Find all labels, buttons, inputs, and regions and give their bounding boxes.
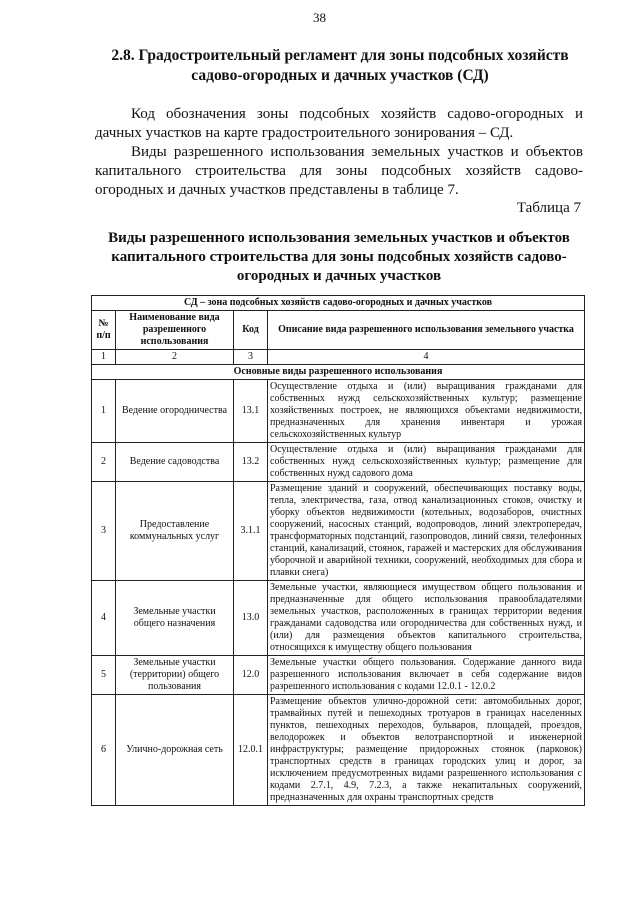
row-description: Земельные участки, являющиеся имуществом общего пользования и предназначенные для общего использования правообладателями земельных участков, расположенных в границах территории ведения гражданами садоводства или огородничества для собственных нужд, и (или) для размещения объектов капитального строительства, относящихся к имуществу общего пользования (268, 581, 585, 656)
page-number: 38 (313, 10, 326, 25)
column-index: 2 (116, 350, 234, 365)
column-header-name: Наименование вида разрешенного использования (116, 311, 234, 350)
zone-header-row (92, 296, 585, 311)
row-name: Земельные участки общего назначения (116, 581, 234, 656)
table-row (92, 380, 585, 443)
table-title: Виды разрешенного использования земельных участков и объектов капитального строительства для зоны подсобных хозяйств садово-огородных и дачных участков (108, 230, 570, 284)
table-caption: Таблица 7 (516, 200, 581, 216)
category-row (92, 365, 585, 380)
row-number: 4 (92, 581, 116, 656)
table-row (92, 656, 585, 695)
row-code: 13.1 (234, 380, 268, 443)
column-header-num: № п/п (92, 311, 116, 350)
regulation-table (91, 295, 585, 806)
row-number: 5 (92, 656, 116, 695)
row-description: Осуществление отдыха и (или) выращивания гражданами для собственных нужд сельскохозяйственных культур; размещение для собственных нужд садового дома (268, 443, 585, 482)
row-number: 2 (92, 443, 116, 482)
row-code: 13.0 (234, 581, 268, 656)
column-header-description: Описание вида разрешенного использования земельного участка (268, 311, 585, 350)
row-name: Земельные участки (территории) общего пользования (116, 656, 234, 695)
row-description: Осуществление отдыха и (или) выращивания гражданами для собственных нужд сельскохозяйственных культур; размещение хозяйственных построек, не являющихся объектами недвижимости, предназначенных для хранения инвентаря и урожая сельскохозяйственных культур (268, 380, 585, 443)
row-number: 3 (92, 482, 116, 581)
row-number: 1 (92, 380, 116, 443)
row-code: 3.1.1 (234, 482, 268, 581)
column-index: 4 (268, 350, 585, 365)
column-header-code: Код (234, 311, 268, 350)
row-code: 13.2 (234, 443, 268, 482)
category-header: Основные виды разрешенного использования (92, 365, 585, 380)
row-description: Земельные участки общего пользования. Содержание данного вида разрешенного использования включает в себя содержание видов разрешенного использования с кодами 12.0.1 - 12.0.2 (268, 656, 585, 695)
row-name: Ведение огородничества (116, 380, 234, 443)
paragraph-table-reference: Виды разрешенного использования земельных участков и объектов капитального строительства для зоны подсобных хозяйств садово-огородных и дачных участков представлены в таблице 7. (95, 144, 583, 198)
table-row (92, 482, 585, 581)
column-header-row (92, 311, 585, 350)
row-code: 12.0 (234, 656, 268, 695)
table-row (92, 581, 585, 656)
row-name: Улично-дорожная сеть (116, 695, 234, 806)
row-number: 6 (92, 695, 116, 806)
column-index: 3 (234, 350, 268, 365)
section-title: 2.8. Градостроительный регламент для зоны подсобных хозяйств садово-огородных и дачных участков (СД) (111, 47, 569, 84)
table-row (92, 695, 585, 806)
row-code: 12.0.1 (234, 695, 268, 806)
column-index-row (92, 350, 585, 365)
table-row (92, 443, 585, 482)
row-description: Размещение объектов улично-дорожной сети: автомобильных дорог, трамвайных путей и пешеходных тротуаров в границах населенных пунктов, пешеходных переходов, бульваров, площадей, проездов, велодорожек и объектов велотранспортной и инженерной инфраструктуры; размещение придорожных стоянок (парковок) транспортных средств в границах городских улиц и дорог, за исключением предусмотренных видами разрешенного использования с кодами 2.7.1, 4.9, 7.2.3, а также некапитальных сооружений, предназначенных для охраны транспортных средств (268, 695, 585, 806)
row-name: Ведение садоводства (116, 443, 234, 482)
column-index: 1 (92, 350, 116, 365)
row-name: Предоставление коммунальных услуг (116, 482, 234, 581)
row-description: Размещение зданий и сооружений, обеспечивающих поставку воды, тепла, электричества, газа, отвод канализационных стоков, очистку и уборку объектов недвижимости (котельных, водозаборов, очистных сооружений, насосных станций, водопроводов, линий электропередач, трансформаторных подстанций, газопроводов, линий связи, телефонных станций, канализаций, стоянок, гаражей и мастерских для обслуживания уборочной и аварийной техники, сооружений, необходимых для сбора и плавки снега) (268, 482, 585, 581)
paragraph-zone-code: Код обозначения зоны подсобных хозяйств садово-огородных и дачных участков на карте градостроительного зонирования – СД. (95, 106, 583, 141)
zone-header: СД – зона подсобных хозяйств садово-огородных и дачных участков (92, 296, 585, 311)
